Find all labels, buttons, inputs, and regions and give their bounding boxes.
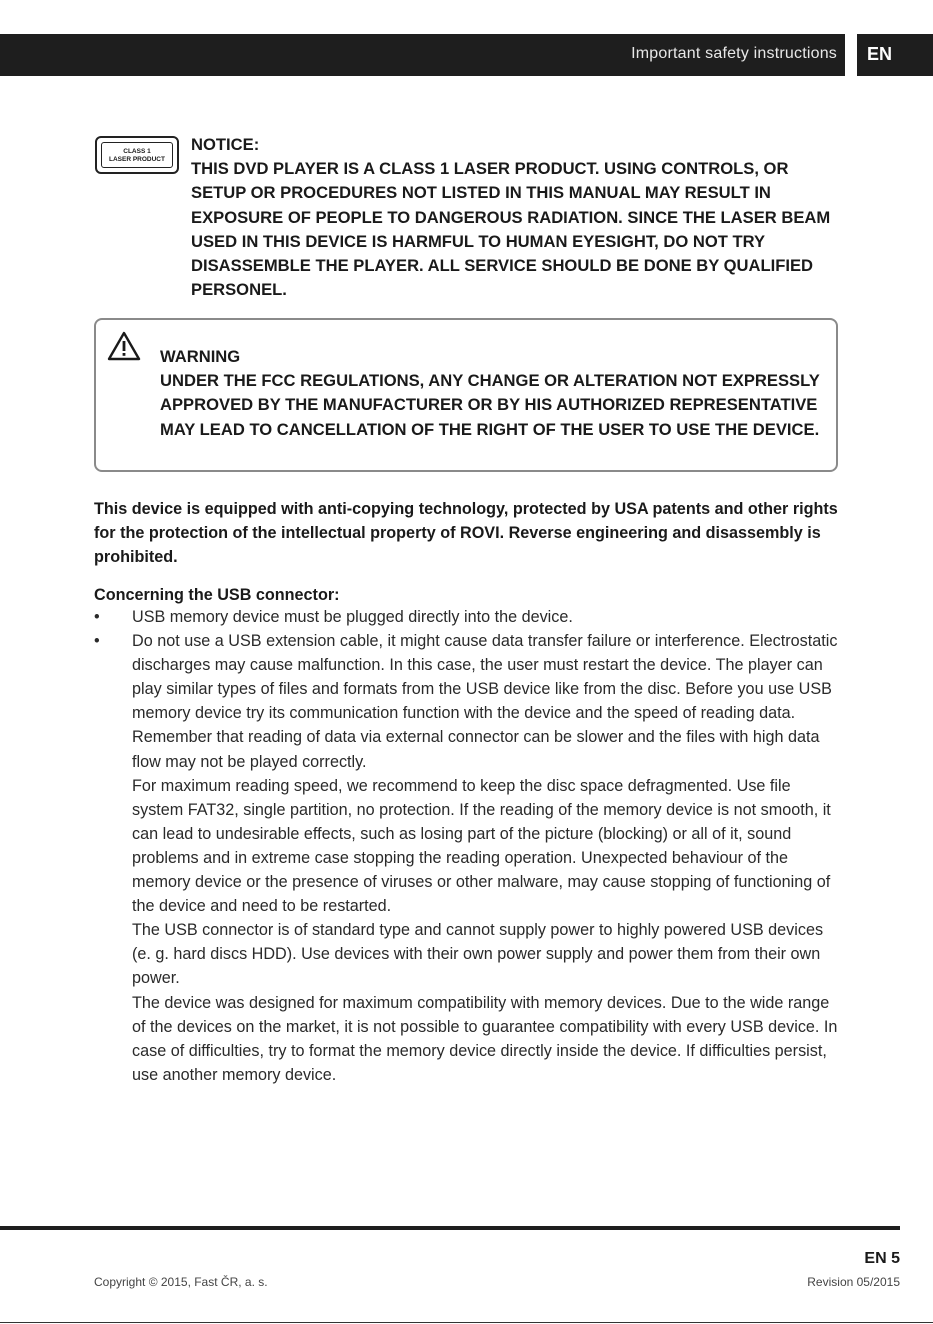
- bullet-marker: •: [94, 608, 100, 626]
- usb-paragraph: The device was designed for maximum compatibility with memory devices. Due to the wide range of the devices on the market, it is not possible to guarantee compatibility with every USB device. In case of difficulties, try to format the memory device directly inside the device. If difficulties persist, use another memory device.: [132, 993, 838, 1084]
- notice-body: THIS DVD PLAYER IS A CLASS 1 LASER PRODUCT. USING CONTROLS, OR SETUP OR PROCEDURES NOT LISTED IN THIS MANUAL MAY RESULT IN EXPOSURE OF PEOPLE TO DANGEROUS RADIATION. SINCE THE LASER BEAM USED IN THIS DEVICE IS HARMFUL TO HUMAN EYESIGHT, DO NOT TRY DISASSEMBLE THE PLAYER. ALL SERVICE SHOULD BE DONE BY QUALIFIED PERSONEL.: [191, 159, 831, 300]
- usb-paragraph: Do not use a USB extension cable, it might cause data transfer failure or interference. Electrostatic discharges may cause malfunction. In this case, the user must restart the device. The player can play similar types of files and formats from the USB device like from the disc. Before you use USB memory device try its communication function with the device and the speed of reading data. Remember that reading of data via external connector can be slower and the files with high data flow may not be played correctly.: [132, 632, 838, 771]
- section-title: Important safety instructions: [631, 45, 837, 62]
- laser-label-line2: LASER PRODUCT: [109, 156, 165, 163]
- fcc-warning-box: [94, 318, 838, 472]
- revision-text: Revision 05/2015: [807, 1275, 900, 1289]
- list-item: [94, 605, 844, 629]
- notice-title: NOTICE:: [191, 135, 260, 154]
- usb-section-heading: Concerning the USB connector:: [94, 586, 340, 604]
- laser-class-label: [95, 136, 179, 174]
- laser-class-label-inner: [101, 142, 173, 168]
- warning-triangle-icon: [106, 330, 142, 362]
- list-item: [94, 629, 844, 1087]
- warning-body: UNDER THE FCC REGULATIONS, ANY CHANGE OR ALTERATION NOT EXPRESSLY APPROVED BY THE MANUFACTURER OR BY HIS AUTHORIZED REPRESENTATIVE MAY LEAD TO CANCELLATION OF THE RIGHT OF THE USER TO USE THE DEVICE.: [160, 371, 820, 439]
- usb-item-text: USB memory device must be plugged directly into the device.: [132, 608, 573, 626]
- copyright-text: Copyright © 2015, Fast ČR, a. s.: [94, 1275, 268, 1289]
- usb-bullet-list: [94, 605, 844, 1087]
- warning-title: WARNING: [160, 347, 241, 366]
- header-bar: [0, 34, 845, 76]
- laser-notice: [191, 133, 841, 302]
- usb-paragraph: For maximum reading speed, we recommend to keep the disc space defragmented. Use file system FAT32, single partition, no protection. If the reading of the memory device is not smooth, it can lead to undesirable effects, such as losing part of the picture (blocking) or all of it, sound problems and in extreme case stopping the reading operation. Unexpected behaviour of the memory device or the presence of viruses or other malware, may cause stopping of functioning of the device and need to be restarted.: [132, 776, 831, 916]
- footer-divider: [0, 1226, 900, 1230]
- page-edge-line: [0, 1322, 933, 1323]
- page-number: EN 5: [864, 1250, 900, 1267]
- usb-paragraph: The USB connector is of standard type and cannot supply power to highly powered USB devices (e. g. hard discs HDD). Use devices with their own power supply and power them from their own power.: [132, 921, 824, 988]
- laser-label-line1: CLASS 1: [123, 148, 151, 155]
- language-badge: EN: [857, 34, 933, 76]
- warning-text: [160, 345, 830, 442]
- bullet-marker: •: [94, 632, 100, 651]
- anti-copy-notice: This device is equipped with anti-copying technology, protected by USA patents and other rights for the protection of the intellectual property of ROVI. Reverse engineering and disassembly is prohibited.: [94, 500, 838, 566]
